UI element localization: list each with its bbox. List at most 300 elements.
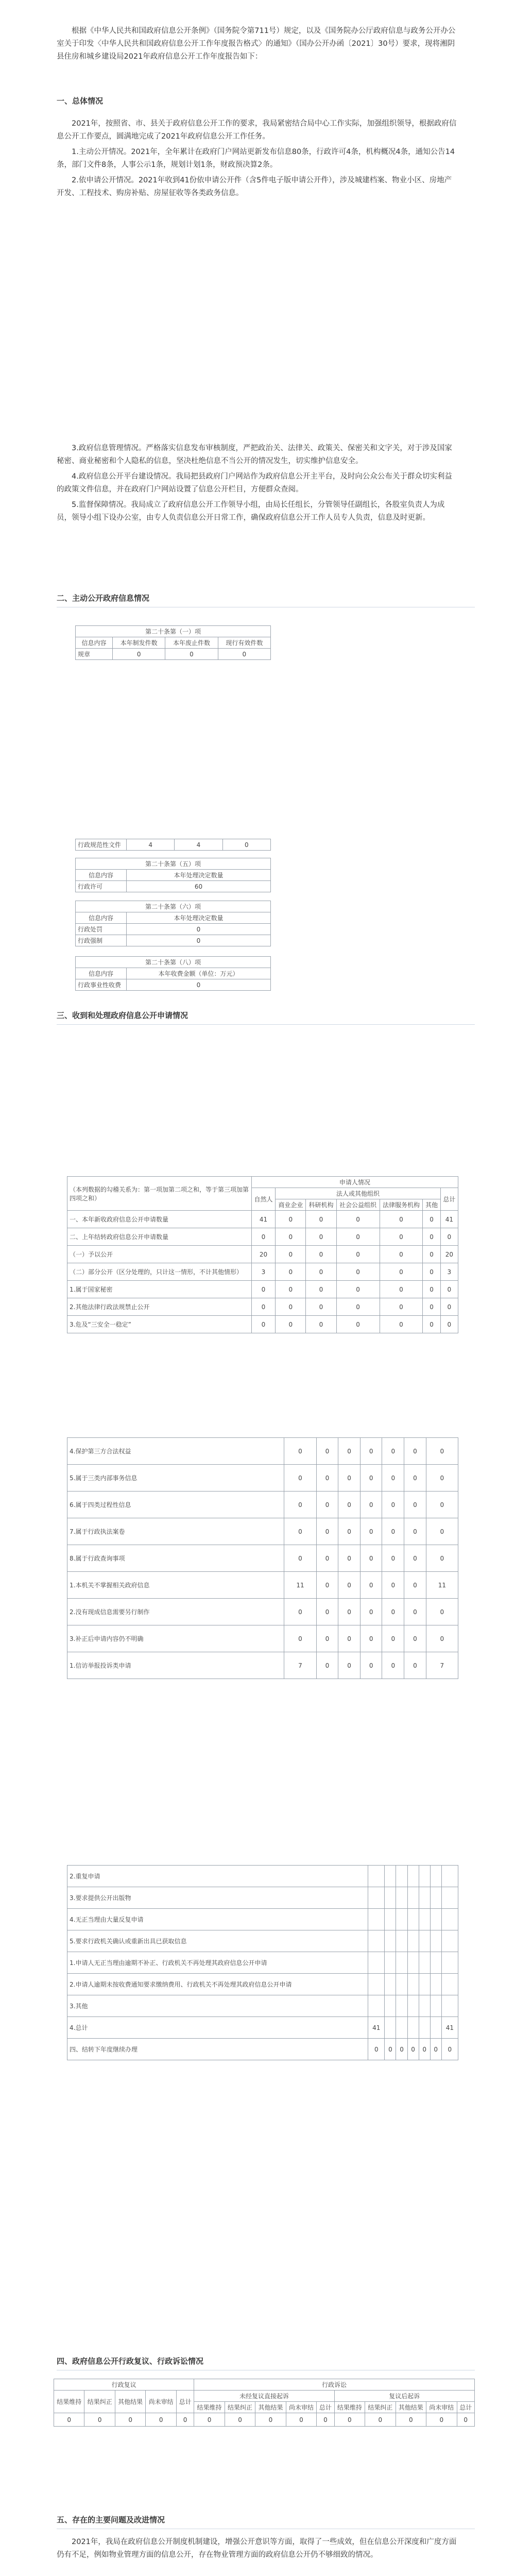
cell: 41 [441,2017,458,2039]
cell: 0 [54,2413,84,2427]
cell: 3 [251,1263,276,1281]
cell [419,1952,430,1974]
sub-header: 尚未审结 [146,2391,176,2413]
cell: 0 [306,1246,336,1263]
cell: 0 [317,2413,334,2427]
cell [385,1995,396,2017]
cell: 0 [306,1263,336,1281]
cell [430,1866,441,1887]
cell: 0 [382,1545,404,1572]
row-label: 1.申请人无正当理由逾期不补正、行政机关不再处理其政府信息公开申请 [67,1952,368,1974]
cell: 0 [404,1518,426,1545]
row-label: 6.属于四类过程性信息 [67,1492,284,1518]
cell: 0 [338,1652,360,1679]
cell: 0 [306,1316,336,1333]
table-row [67,1263,458,1281]
row-label: 行政事业性收费 [76,979,127,991]
row-label: 行政规范性文件 [76,839,127,851]
cell [407,1887,419,1909]
cell [396,1930,407,1952]
cell: 0 [316,1652,338,1679]
table-row [67,1887,458,1909]
cell: 0 [251,1298,276,1316]
cell: 0 [146,2413,176,2427]
cell: 0 [423,1316,440,1333]
row-label: 2.申请人逾期未按收费通知要求缴纳费用、行政机关不再处理其政府信息公开申请 [67,1974,368,1995]
cell: 0 [423,1228,440,1246]
cell: 0 [338,1625,360,1652]
cell: 0 [316,1518,338,1545]
cell: 0 [316,1625,338,1652]
cell: 0 [360,1599,382,1625]
cell [441,1930,458,1952]
cell: 0 [423,1211,440,1228]
cell: 0 [306,1211,336,1228]
cell [407,1866,419,1887]
cell: 0 [360,1438,382,1465]
cell: 0 [284,1545,316,1572]
cell: 0 [338,1599,360,1625]
cell: 0 [276,1263,306,1281]
cell: 0 [251,1316,276,1333]
row-label: 5.要求行政机关确认或重新出具已获取信息 [67,1930,368,1952]
table-row [67,1995,458,2017]
cell: 0 [334,2413,365,2427]
cell: 0 [396,2413,426,2427]
cell: 0 [360,1465,382,1492]
cell [396,1887,407,1909]
table-row [67,2017,458,2039]
cell: 0 [382,1625,404,1652]
cell: 0 [423,1263,440,1281]
cell: 3 [440,1263,458,1281]
cell: 0 [380,1246,423,1263]
table-body [67,1438,458,1679]
cell: 20 [440,1246,458,1263]
row-label: 3.要求提供公开出版物 [67,1887,368,1909]
sub-header: 结果纠正 [84,2391,115,2413]
cell [407,1974,419,1995]
row-label: 3.补正后申请内容仍不明确 [67,1625,284,1652]
row-label: 四、结转下年度继续办理 [67,2039,368,2060]
cell: 0 [407,2039,419,2060]
cell: 0 [276,1246,306,1263]
cell: 0 [276,1211,306,1228]
cell: 0 [440,1316,458,1333]
sec1-para-6: 5.监督保障情况。我局成立了政府信息公开工作领导小组，由局长任组长，分管领导任副组长，各股室负责人为成员，领导小组下设办公室，由专人负责信息公开日常工作，确保政府信息公开工作人员专人负责，信息及时更新。 [57,501,445,522]
cell: 0 [382,1492,404,1518]
cell [407,2017,419,2039]
cell [441,1866,458,1887]
cell: 0 [194,2413,225,2427]
row-label: 4.保护第三方合法权益 [67,1438,284,1465]
cell [419,1866,430,1887]
sec1-para-4: 3.政府信息管理情况。严格落实信息发布审核制度，严把政治关、法律关、政策关、保密关和文字关，对于涉及国家秘密、商业秘密和个人隐私的信息，坚决杜绝信息不当公开的情况发生，切实维护信息安全。 [57,444,452,465]
table-body [67,1866,458,2060]
row-label: 2.重复申请 [67,1866,368,1887]
cell [385,1974,396,1995]
cell: 0 [382,1465,404,1492]
cell [396,1995,407,2017]
row-label: 一、本年新收政府信息公开申请数量 [67,1211,252,1228]
cell [368,1930,385,1952]
cell: 0 [316,1492,338,1518]
cell: 0 [404,1599,426,1625]
cell: 0 [419,2039,430,2060]
cell: 20 [251,1246,276,1263]
proactive-table-penalty [75,901,271,946]
cell: 7 [284,1652,316,1679]
cell: 0 [382,1438,404,1465]
table-row [67,1281,458,1298]
cell: 0 [115,2413,145,2427]
cell: 0 [284,1492,316,1518]
applications-table-part-1 [67,1176,458,1333]
review-header: 行政复议 [54,2379,194,2391]
cell: 0 [284,1625,316,1652]
row-label: 规章 [76,649,113,660]
cell: 0 [440,1281,458,1298]
table-row [67,1246,458,1263]
cell [430,1887,441,1909]
table-row [67,1952,458,1974]
cell: 0 [113,649,165,660]
cell: 0 [306,1281,336,1298]
cell: 41 [440,1211,458,1228]
row-label: 1.信访举报投诉类申请 [67,1652,284,1679]
cell [407,1995,419,2017]
cell: 41 [251,1211,276,1228]
cell: 0 [276,1228,306,1246]
cell: 0 [338,1438,360,1465]
legal-sub-header: 法律服务机构 [380,1199,423,1211]
cell [385,1866,396,1887]
cell: 0 [360,1492,382,1518]
table-row [67,1930,458,1952]
table-row [67,1974,458,1995]
cell: 11 [426,1572,458,1599]
cell: 0 [225,2413,255,2427]
col-header: 本年处理决定数量 [127,912,271,924]
proactive-table-fees [75,956,271,991]
cell [407,1952,419,1974]
cell [385,1887,396,1909]
cell [396,1866,407,1887]
cell: 7 [426,1652,458,1679]
cell: 0 [382,1518,404,1545]
cell: 11 [284,1572,316,1599]
legal-sub-header: 其他 [423,1199,440,1211]
row-label: 2.没有现成信息需要另行制作 [67,1599,284,1625]
col-header: 信息内容 [76,912,127,924]
cell: 0 [404,1438,426,1465]
sub-header: 结果纠正 [225,2402,255,2413]
sub-header: 总计 [176,2391,194,2413]
table-row [67,1438,458,1465]
table-row [67,1465,458,1492]
col-header: 本年废止件数 [165,637,218,649]
cell [396,1909,407,1930]
cell [368,1995,385,2017]
after-review-header: 复议后起诉 [334,2391,474,2402]
cell: 0 [380,1298,423,1316]
cell: 0 [404,1625,426,1652]
sub-header: 结果纠正 [365,2402,396,2413]
row-label: 1.本机关不掌握相关政府信息 [67,1572,284,1599]
table-row [67,1545,458,1572]
sub-header: 总计 [457,2402,475,2413]
block-header: 第二十条第（五）项 [76,858,271,870]
cell: 0 [396,2039,407,2060]
sec1-para-5: 4.政府信息公开平台建设情况。我局把县政府门户网站作为政府信息公开主平台，及时向公众公布关于群众切实利益的政策文件信息，并在政府门户网站设置了信息公开栏目，方便群众查阅。 [57,472,452,494]
cell: 0 [380,1281,423,1298]
cell [419,1974,430,1995]
cell: 0 [336,1316,380,1333]
cell: 0 [306,1228,336,1246]
cell: 0 [426,1625,458,1652]
cell [385,1930,396,1952]
row-label: 3.危及“三安全一稳定” [67,1316,252,1333]
cell [419,1909,430,1930]
cell: 0 [284,1438,316,1465]
cell [419,2017,430,2039]
sub-header: 总计 [317,2402,334,2413]
cell [430,1995,441,2017]
cell: 0 [440,1298,458,1316]
cell: 60 [127,881,271,892]
total-header: 总计 [440,1188,458,1211]
row-label: 7.属于行政执法案卷 [67,1518,284,1545]
section-3-title: 三、收到和处理政府信息公开申请情况 [57,1011,188,1020]
divider [57,1024,475,1025]
row-label: （一）予以公开 [67,1246,252,1263]
proactive-table-rules [75,625,271,660]
cell [385,2017,396,2039]
table-row [67,1572,458,1599]
sub-header: 尚未审结 [286,2402,316,2413]
legal-sub-header: 商业企业 [276,1199,306,1211]
cell [385,1909,396,1930]
cell: 0 [284,1599,316,1625]
review-litigation-table [54,2379,475,2427]
cell: 0 [336,1298,380,1316]
cell: 0 [127,935,271,946]
cell: 0 [423,1246,440,1263]
col-header: 现行有效件数 [218,637,270,649]
cell: 0 [426,1438,458,1465]
col-header: 本年收费金额（单位：万元） [127,968,271,979]
table-row [67,1625,458,1652]
cell: 0 [316,1465,338,1492]
cell [407,1909,419,1930]
row-label: 5.属于三类内部事务信息 [67,1465,284,1492]
sub-header: 尚未审结 [426,2402,457,2413]
cell: 0 [284,1465,316,1492]
cell: 0 [336,1263,380,1281]
cell: 0 [430,2039,441,2060]
table-row [67,1211,458,1228]
table-row [67,1298,458,1316]
cell: 0 [423,1281,440,1298]
col-header: 信息内容 [76,637,113,649]
cell: 0 [426,1599,458,1625]
block-header: 第二十条第（一）项 [76,626,271,637]
proactive-table-license [75,858,271,892]
cell: 0 [165,649,218,660]
legal-sub-header: 社会公益组织 [336,1199,380,1211]
cell: 0 [404,1492,426,1518]
litigation-header: 行政诉讼 [194,2379,475,2391]
cell [407,1930,419,1952]
cell [441,1995,458,2017]
cell [430,1974,441,1995]
cell: 0 [404,1465,426,1492]
row-label: 行政强制 [76,935,127,946]
cell: 0 [360,1652,382,1679]
table-row [67,1866,458,1887]
cell: 0 [360,1518,382,1545]
row-label: 行政处罚 [76,924,127,935]
block-header: 第二十条第（六）项 [76,901,271,912]
table-row [67,1518,458,1545]
col-header: 本年处理决定数量 [127,870,271,881]
cell: 0 [218,649,270,660]
intro-paragraph: 根据《中华人民共和国政府信息公开条例》（国务院令第711号）规定，以及《国务院办公厅政府信息与政务公开办公室关于印发〈中华人民共和国政府信息公开工作年度报告格式〉的通知》（国办公开办函〔2021〕30号）要求，现将湘阴县住房和城乡建设局2021年政府信息公开工作年度报告如下： [57,27,456,61]
applications-table-part-2 [67,1437,458,1679]
sub-header: 其他结果 [255,2402,286,2413]
cell: 0 [251,1281,276,1298]
table-row [67,1316,458,1333]
cell: 0 [457,2413,475,2427]
cell: 0 [316,1545,338,1572]
cell: 0 [306,1298,336,1316]
cell [396,1974,407,1995]
cell: 0 [426,1518,458,1545]
cell: 0 [426,2413,457,2427]
sub-header: 其他结果 [115,2391,145,2413]
cell: 0 [404,1572,426,1599]
cell: 4 [175,839,222,851]
row-label: 4.总计 [67,2017,368,2039]
cell: 0 [316,1599,338,1625]
cell: 0 [360,1625,382,1652]
row-label: 二、上年结转政府信息公开申请数量 [67,1228,252,1246]
table-row [67,1492,458,1518]
col-header: 本年制发件数 [113,637,165,649]
proactive-table-rules-cont [75,839,271,851]
cell: 0 [127,979,271,991]
cell: 0 [276,1316,306,1333]
table-row [67,1228,458,1246]
cell: 0 [382,1599,404,1625]
table-row [67,1909,458,1930]
sub-header: 结果维持 [54,2391,84,2413]
cell: 0 [336,1228,380,1246]
sec1-para-3: 2.依申请公开情况。2021年收到41份依申请公开件（含5件电子版申请公开件），涉及城建档案、物业小区、房地产开发、工程技术、购房补贴、房屋征收等各类政务信息。 [57,176,452,197]
row-label: （二）部分公开（区分处理的，只计这一情形，不计其他情形） [67,1263,252,1281]
legal-sub-header: 科研机构 [306,1199,336,1211]
sub-header: 结果维持 [194,2402,225,2413]
cell [441,1952,458,1974]
cell: 0 [426,1545,458,1572]
cell: 0 [255,2413,286,2427]
cell [368,1866,385,1887]
sec1-para-2: 1.主动公开情况。2021年，全年累计在政府门户网站更新发布信息80条，行政许可4条，机构概况4条，通知公告14条，部门文件8条，人事公示1条，规划计划1条，财政预决算2条。 [57,148,455,169]
cell: 0 [284,1518,316,1545]
cell: 0 [426,1465,458,1492]
cell: 0 [380,1316,423,1333]
applicant-header: 申请人情况 [251,1177,458,1188]
table-row [67,2039,458,2060]
cell: 0 [316,1572,338,1599]
row-label: 1.属于国家秘密 [67,1281,252,1298]
cell [419,1995,430,2017]
section-5-title: 五、存在的主要问题及改进情况 [57,2515,165,2524]
sub-header: 其他结果 [396,2402,426,2413]
cell [368,1974,385,1995]
cell: 0 [382,1652,404,1679]
cell [430,1952,441,1974]
cell [430,1909,441,1930]
sec5-para-1: 2021年，我局在政府信息公开制度机制建设，增强公开意识等方面，取得了一些成效，但在信息公开深度和广度方面仍有不足，例如物业管理方面的信息公开，存在物业管理方面的政府信息公开仍不够细致的情况。 [57,2538,457,2559]
cell [396,1952,407,1974]
block-header: 第二十条第（八）项 [76,957,271,968]
cell: 0 [360,1545,382,1572]
cell: 0 [380,1228,423,1246]
cell: 0 [404,1652,426,1679]
cell: 0 [338,1545,360,1572]
cell: 0 [338,1465,360,1492]
cell: 0 [385,2039,396,2060]
cell [368,1909,385,1930]
cell: 0 [365,2413,396,2427]
cell [368,1887,385,1909]
cell: 0 [441,2039,458,2060]
table-corner-note: （本列数据的勾稽关系为：第一项加第二项之和，等于第三项加第四项之和） [67,1177,252,1211]
cell: 0 [251,1228,276,1246]
cell: 0 [176,2413,194,2427]
section-1-title: 一、总体情况 [57,96,104,106]
cell: 0 [426,1492,458,1518]
cell: 0 [276,1298,306,1316]
applications-table-part-3 [67,1865,458,2060]
natural-header: 自然人 [251,1188,276,1211]
cell: 0 [276,1281,306,1298]
cell [441,1909,458,1930]
cell: 0 [222,839,270,851]
cell: 0 [338,1518,360,1545]
cell [368,1952,385,1974]
sub-header: 结果维持 [334,2402,365,2413]
cell: 0 [286,2413,316,2427]
cell [419,1887,430,1909]
cell: 0 [404,1545,426,1572]
section-4-title: 四、政府信息公开行政复议、行政诉讼情况 [57,2357,204,2366]
table-row [67,1599,458,1625]
row-label: 2.其他法律行政法规禁止公开 [67,1298,252,1316]
cell: 0 [316,1438,338,1465]
no-review-header: 未经复议直接起诉 [194,2391,334,2402]
cell: 0 [338,1492,360,1518]
cell: 0 [440,1228,458,1246]
cell [385,1952,396,1974]
sec1-para-1: 2021年，按照省、市、县关于政府信息公开工作的要求，我局紧密结合局中心工作实际，加强组织领导，根据政府信息公开工作要点，圆满地完成了2021年政府信息公开工作任务。 [57,120,457,141]
cell: 0 [360,1572,382,1599]
cell [441,1887,458,1909]
cell: 0 [127,924,271,935]
cell: 0 [380,1263,423,1281]
cell: 0 [368,2039,385,2060]
